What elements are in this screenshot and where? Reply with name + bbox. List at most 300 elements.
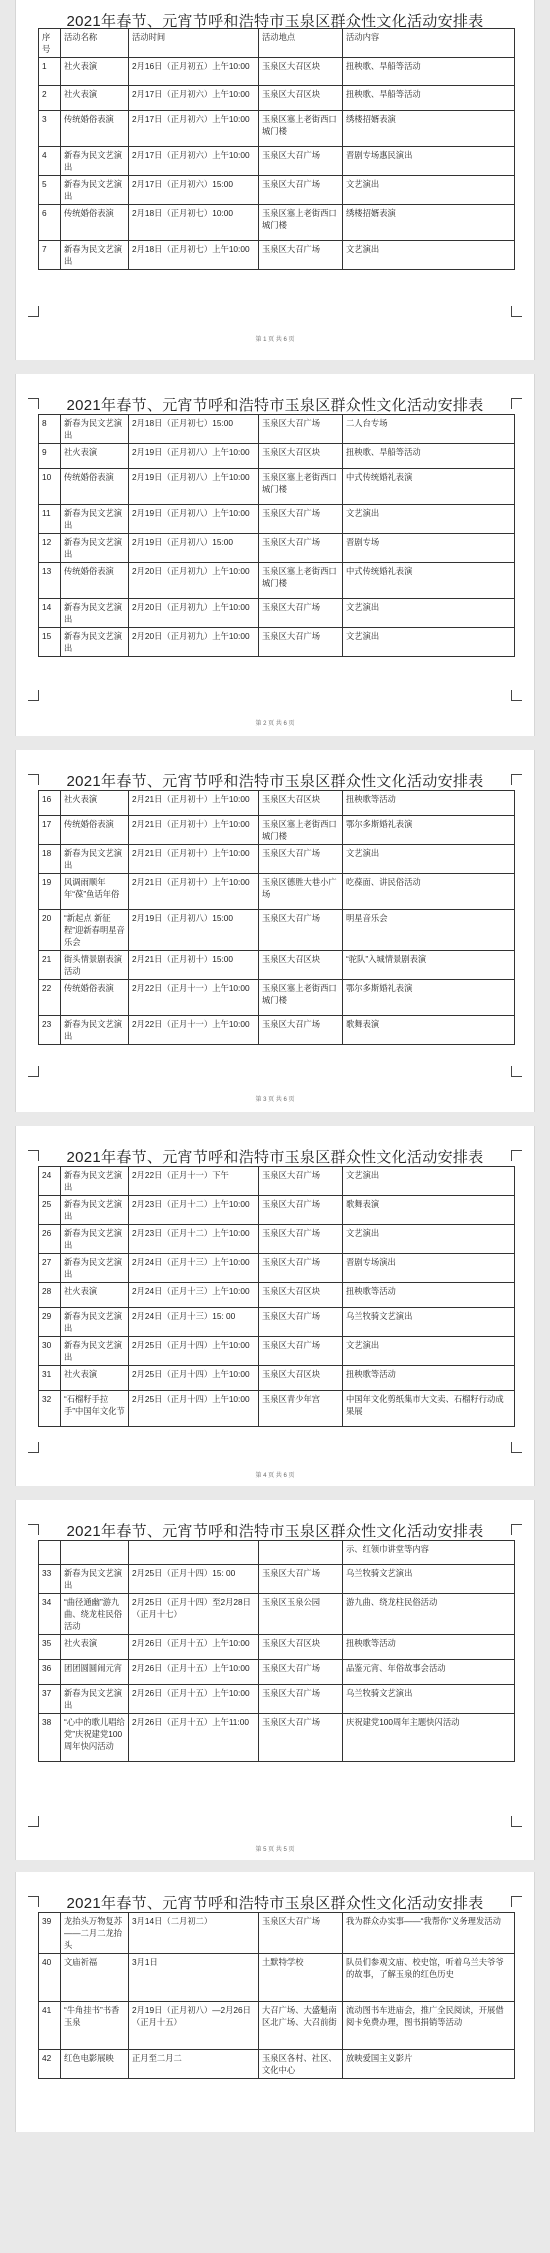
page-number: 第 3 页 共 6 页 [255, 1097, 295, 1103]
table-cell: 玉泉区塞上老街西口城门楼 [259, 980, 343, 1016]
table-cell: “新起点 新征程”迎新春明星音乐会 [61, 910, 129, 951]
table-cell: 中式传统婚礼表演 [343, 469, 515, 505]
table-cell [39, 1541, 61, 1565]
table-row [39, 910, 515, 951]
page-number: 第 4 页 共 6 页 [255, 1473, 295, 1479]
table-cell: 示、红领巾讲堂等内容 [343, 1541, 515, 1565]
table-cell: 6 [39, 205, 61, 241]
table-cell: 玉泉区大召广场 [259, 505, 343, 534]
table-cell: 游九曲、绕龙柱民俗活动 [343, 1594, 515, 1635]
page-corner-mark [511, 774, 522, 785]
table-cell: 新春为民文艺演出 [61, 241, 129, 270]
table-row [39, 58, 515, 86]
table-row [39, 1196, 515, 1225]
table-cell: 玉泉区塞上老街西口城门楼 [259, 563, 343, 599]
page-corner-mark [28, 1442, 39, 1453]
page-corner-mark [28, 1896, 39, 1907]
table-cell: 21 [39, 951, 61, 980]
table-cell: 晋剧专场演出 [343, 1254, 515, 1283]
page-corner-mark [28, 398, 39, 409]
table-cell: 2月18日（正月初七）10:00 [129, 205, 259, 241]
table-cell: 新春为民文艺演出 [61, 628, 129, 657]
table-cell: 二人台专场 [343, 415, 515, 444]
table-row [39, 1714, 515, 1762]
table-cell: 玉泉区大召广场 [259, 845, 343, 874]
table-cell: 乌兰牧骑文艺演出 [343, 1308, 515, 1337]
table-cell: 2月19日（正月初八）上午10:00 [129, 444, 259, 469]
table-cell: 玉泉区大召广场 [259, 1565, 343, 1594]
table-row [39, 791, 515, 816]
table-cell: 新春为民文艺演出 [61, 1254, 129, 1283]
table-cell: 玉泉区大召广场 [259, 415, 343, 444]
table-row [39, 176, 515, 205]
table-cell: 2月26日（正月十五）上午10:00 [129, 1660, 259, 1685]
table-cell: 文艺演出 [343, 176, 515, 205]
table-cell: 扭秧歌等活动 [343, 1283, 515, 1308]
table-cell: 32 [39, 1391, 61, 1427]
table-cell: 10 [39, 469, 61, 505]
page-number: 第 5 页 共 5 页 [255, 1847, 295, 1853]
table-cell: 晋剧专场 [343, 534, 515, 563]
table-cell: 传统婚俗表演 [61, 816, 129, 845]
table-cell: 玉泉区大召广场 [259, 147, 343, 176]
table-row [39, 1254, 515, 1283]
table-cell: 29 [39, 1308, 61, 1337]
table-cell: 玉泉区大召区块 [259, 58, 343, 86]
table-cell: 2月19日（正月初八）—2月26日（正月十五） [129, 2002, 259, 2050]
table-cell: 24 [39, 1167, 61, 1196]
table-cell: 4 [39, 147, 61, 176]
schedule-table [38, 790, 515, 1045]
table-cell: 2月21日（正月初十）15:00 [129, 951, 259, 980]
table-cell: 2月17日（正月初六）15:00 [129, 176, 259, 205]
table-cell: 2月24日（正月十三）上午10:00 [129, 1283, 259, 1308]
table-cell: 2月24日（正月十三）上午10:00 [129, 1254, 259, 1283]
table-cell: 15 [39, 628, 61, 657]
table-cell: 玉泉区大召区块 [259, 791, 343, 816]
table-cell: 25 [39, 1196, 61, 1225]
page-corner-mark [511, 306, 522, 317]
document-page-4 [15, 1126, 535, 1486]
page-title: 2021年春节、元宵节呼和浩特市玉泉区群众性文化活动安排表 [66, 397, 484, 414]
table-cell: 扭秧歌、旱船等活动 [343, 58, 515, 86]
table-cell: 新春为民文艺演出 [61, 1225, 129, 1254]
table-cell: 14 [39, 599, 61, 628]
table-cell: 团团圆圆闹元宵 [61, 1660, 129, 1685]
table-cell: 2月17日（正月初六）上午10:00 [129, 147, 259, 176]
table-cell: 2 [39, 86, 61, 111]
table-cell: 玉泉区大召广场 [259, 176, 343, 205]
table-cell: 玉泉区青少年宫 [259, 1391, 343, 1427]
table-cell: 文艺演出 [343, 599, 515, 628]
table-cell: 2月24日（正月十三）15: 00 [129, 1308, 259, 1337]
table-cell: 新春为民文艺演出 [61, 505, 129, 534]
table-row [39, 415, 515, 444]
table-cell: 2月25日（正月十四）上午10:00 [129, 1366, 259, 1391]
table-row [39, 147, 515, 176]
table-cell: 扭秧歌、旱船等活动 [343, 86, 515, 111]
table-cell: 2月18日（正月初七）15:00 [129, 415, 259, 444]
table-cell: 社火表演 [61, 1283, 129, 1308]
table-cell: 2月17日（正月初六）上午10:00 [129, 111, 259, 147]
table-cell: 9 [39, 444, 61, 469]
column-header: 活动时间 [129, 29, 259, 58]
table-cell: 37 [39, 1685, 61, 1714]
table-cell [129, 1541, 259, 1565]
table-cell: 玉泉区德胜大巷小广场 [259, 874, 343, 910]
table-cell: 23 [39, 1016, 61, 1045]
table-cell: 2月19日（正月初八）15:00 [129, 534, 259, 563]
table-cell: 18 [39, 845, 61, 874]
table-cell: 新春为民文艺演出 [61, 1196, 129, 1225]
table-cell: 玉泉区大召广场 [259, 1685, 343, 1714]
table-cell: 玉泉区大召广场 [259, 628, 343, 657]
table-cell: 2月21日（正月初十）上午10:00 [129, 874, 259, 910]
table-cell: 玉泉区大召广场 [259, 910, 343, 951]
table-cell: 玉泉区大召广场 [259, 1913, 343, 1954]
table-cell: 街头情景剧表演活动 [61, 951, 129, 980]
table-row [39, 599, 515, 628]
table-cell: 中国年文化剪纸集市大文卖、石榴籽行动成果展 [343, 1391, 515, 1427]
page-corner-mark [511, 398, 522, 409]
document-page-2 [15, 374, 535, 736]
table-cell: 队员们参观文庙、校史馆，听着乌兰夫爷爷的故事，了解玉泉的红色历史 [343, 1954, 515, 2002]
table-cell: 文艺演出 [343, 628, 515, 657]
table-cell: 乌兰牧骑文艺演出 [343, 1685, 515, 1714]
table-cell: 20 [39, 910, 61, 951]
table-cell: “曲径通幽”游九曲、绕龙柱民俗活动 [61, 1594, 129, 1635]
schedule-table [38, 1166, 515, 1427]
table-cell: 正月至二月二 [129, 2050, 259, 2079]
table-cell: 新春为民文艺演出 [61, 599, 129, 628]
table-cell: 文庙祈福 [61, 1954, 129, 2002]
table-cell: 文艺演出 [343, 505, 515, 534]
table-cell: 12 [39, 534, 61, 563]
table-cell: 文艺演出 [343, 845, 515, 874]
table-cell: 34 [39, 1594, 61, 1635]
table-cell: 2月21日（正月初十）上午10:00 [129, 791, 259, 816]
table-row [39, 444, 515, 469]
table-row [39, 1565, 515, 1594]
table-row [39, 1337, 515, 1366]
column-header: 活动地点 [259, 29, 343, 58]
table-row-continuation [39, 1541, 515, 1565]
table-cell: “牛角挂书”书香玉泉 [61, 2002, 129, 2050]
table-cell: 品鉴元宵、年俗故事会活动 [343, 1660, 515, 1685]
table-cell: 41 [39, 2002, 61, 2050]
table-row [39, 874, 515, 910]
table-cell: 新春为民文艺演出 [61, 1016, 129, 1045]
table-cell: 玉泉区各村、社区、文化中心 [259, 2050, 343, 2079]
table-cell: 扭秧歌等活动 [343, 1366, 515, 1391]
table-cell: 2月22日（正月十一）上午10:00 [129, 980, 259, 1016]
document-page-1 [15, 0, 535, 360]
table-cell: 2月25日（正月十四）至2月28日（正月十七） [129, 1594, 259, 1635]
table-cell: 新春为民文艺演出 [61, 1565, 129, 1594]
table-cell: 我为群众办实事——“我帮你”义务理发活动 [343, 1913, 515, 1954]
table-cell: 绣楼招婿表演 [343, 111, 515, 147]
table-row [39, 1685, 515, 1714]
table-cell: 社火表演 [61, 1635, 129, 1660]
schedule-table [38, 28, 515, 270]
page-number: 第 2 页 共 6 页 [255, 721, 295, 727]
page-corner-mark [511, 1816, 522, 1827]
table-row [39, 469, 515, 505]
column-header: 序号 [39, 29, 61, 58]
table-cell: 玉泉区玉泉公园 [259, 1594, 343, 1635]
table-cell: 传统婚俗表演 [61, 469, 129, 505]
table-cell: 39 [39, 1913, 61, 1954]
table-cell: 新春为民文艺演出 [61, 1337, 129, 1366]
table-cell: 乌兰牧骑文艺演出 [343, 1565, 515, 1594]
table-cell: 鄂尔多斯婚礼表演 [343, 816, 515, 845]
column-header: 活动内容 [343, 29, 515, 58]
table-cell [61, 1541, 129, 1565]
table-cell: 玉泉区大召区块 [259, 1366, 343, 1391]
table-cell: 鄂尔多斯婚礼表演 [343, 980, 515, 1016]
table-row [39, 951, 515, 980]
page-title: 2021年春节、元宵节呼和浩特市玉泉区群众性文化活动安排表 [66, 1895, 484, 1912]
table-cell: 8 [39, 415, 61, 444]
table-cell: 7 [39, 241, 61, 270]
table-row [39, 1366, 515, 1391]
table-cell: 33 [39, 1565, 61, 1594]
table-cell: 新春为民文艺演出 [61, 176, 129, 205]
table-cell: 玉泉区大召广场 [259, 599, 343, 628]
table-cell: 2月21日（正月初十）上午10:00 [129, 816, 259, 845]
table-cell: 13 [39, 563, 61, 599]
table-cell: 新春为民文艺演出 [61, 415, 129, 444]
table-cell: 吃葆面、讲民俗活动 [343, 874, 515, 910]
table-cell: 土默特学校 [259, 1954, 343, 2002]
table-cell: 玉泉区大召广场 [259, 241, 343, 270]
table-cell: 扭秧歌等活动 [343, 791, 515, 816]
page-corner-mark [28, 1524, 39, 1535]
table-row [39, 845, 515, 874]
table-cell: 社火表演 [61, 791, 129, 816]
table-cell: 42 [39, 2050, 61, 2079]
table-cell: 2月22日（正月十一）上午10:00 [129, 1016, 259, 1045]
page-title: 2021年春节、元宵节呼和浩特市玉泉区群众性文化活动安排表 [66, 13, 484, 30]
table-cell: 新春为民文艺演出 [61, 1167, 129, 1196]
table-cell: 2月23日（正月十二）上午10:00 [129, 1225, 259, 1254]
table-cell: 庆祝建党100周年主题快闪活动 [343, 1714, 515, 1762]
page-corner-mark [511, 1896, 522, 1907]
page-title: 2021年春节、元宵节呼和浩特市玉泉区群众性文化活动安排表 [66, 773, 484, 790]
table-cell: 2月23日（正月十二）上午10:00 [129, 1196, 259, 1225]
page-corner-mark [511, 1524, 522, 1535]
page-corner-mark [511, 1150, 522, 1161]
table-cell: 2月19日（正月初八）上午10:00 [129, 505, 259, 534]
table-cell: 玉泉区大召广场 [259, 1225, 343, 1254]
page-title: 2021年春节、元宵节呼和浩特市玉泉区群众性文化活动安排表 [66, 1523, 484, 1540]
table-row [39, 505, 515, 534]
table-row [39, 1283, 515, 1308]
table-cell: 玉泉区大召广场 [259, 1714, 343, 1762]
column-header: 活动名称 [61, 29, 129, 58]
table-cell: 玉泉区大召广场 [259, 1337, 343, 1366]
table-cell: 晋剧专场惠民演出 [343, 147, 515, 176]
table-cell: 16 [39, 791, 61, 816]
table-row [39, 1167, 515, 1196]
schedule-table [38, 1912, 515, 2079]
table-cell: “驼队”入城情景剧表演 [343, 951, 515, 980]
table-cell: 35 [39, 1635, 61, 1660]
table-cell: 36 [39, 1660, 61, 1685]
table-cell: 17 [39, 816, 61, 845]
table-cell: 传统婚俗表演 [61, 111, 129, 147]
table-cell: 绣楼招婿表演 [343, 205, 515, 241]
table-cell: 26 [39, 1225, 61, 1254]
table-cell: 文艺演出 [343, 1225, 515, 1254]
table-cell: 11 [39, 505, 61, 534]
table-cell: 1 [39, 58, 61, 86]
table-cell: 2月16日（正月初五）上午10:00 [129, 58, 259, 86]
table-cell: 玉泉区塞上老街西口城门楼 [259, 111, 343, 147]
table-cell: 大召广场、大盛魁南区北广场、大召前街 [259, 2002, 343, 2050]
table-cell: 40 [39, 1954, 61, 2002]
page-corner-mark [28, 774, 39, 785]
table-row [39, 205, 515, 241]
page-corner-mark [28, 1066, 39, 1077]
page-corner-mark [28, 306, 39, 317]
table-cell: 传统婚俗表演 [61, 980, 129, 1016]
page-corner-mark [28, 1150, 39, 1161]
table-row [39, 1391, 515, 1427]
table-cell: 玉泉区大召广场 [259, 534, 343, 563]
table-cell: “石榴籽手拉手”中国年文化节 [61, 1391, 129, 1427]
table-cell: 玉泉区大召区块 [259, 1635, 343, 1660]
table-cell: 社火表演 [61, 86, 129, 111]
table-cell: 玉泉区大召广场 [259, 1016, 343, 1045]
table-cell: 2月26日（正月十五）上午10:00 [129, 1685, 259, 1714]
table-cell: 2月17日（正月初六）上午10:00 [129, 86, 259, 111]
table-cell: 传统婚俗表演 [61, 205, 129, 241]
table-cell [259, 1541, 343, 1565]
table-cell: 玉泉区大召区块 [259, 86, 343, 111]
table-cell: 2月20日（正月初九）上午10:00 [129, 628, 259, 657]
table-cell: 新春为民文艺演出 [61, 1308, 129, 1337]
table-cell: 2月26日（正月十五）上午11:00 [129, 1714, 259, 1762]
table-cell: 2月21日（正月初十）上午10:00 [129, 845, 259, 874]
table-cell: 2月20日（正月初九）上午10:00 [129, 599, 259, 628]
table-cell: 30 [39, 1337, 61, 1366]
table-cell: 2月22日（正月十一）下午 [129, 1167, 259, 1196]
table-cell: 玉泉区大召广场 [259, 1660, 343, 1685]
table-cell: 2月25日（正月十四）上午10:00 [129, 1337, 259, 1366]
table-row [39, 1635, 515, 1660]
table-cell: 文艺演出 [343, 241, 515, 270]
table-cell: 新春为民文艺演出 [61, 147, 129, 176]
table-cell: 38 [39, 1714, 61, 1762]
table-cell: 玉泉区塞上老街西口城门楼 [259, 816, 343, 845]
table-cell: 玉泉区大召区块 [259, 951, 343, 980]
table-cell: 新春为民文艺演出 [61, 1685, 129, 1714]
page-corner-mark [28, 690, 39, 701]
table-cell: 玉泉区大召广场 [259, 1167, 343, 1196]
table-row [39, 980, 515, 1016]
table-row [39, 111, 515, 147]
table-cell: 2月18日（正月初七）上午10:00 [129, 241, 259, 270]
table-cell: 文艺演出 [343, 1167, 515, 1196]
table-cell: 社火表演 [61, 58, 129, 86]
table-row [39, 1308, 515, 1337]
table-cell: 3 [39, 111, 61, 147]
table-cell: 新春为民文艺演出 [61, 845, 129, 874]
page-corner-mark [511, 1066, 522, 1077]
table-cell: 19 [39, 874, 61, 910]
table-cell: 3月1日 [129, 1954, 259, 2002]
document-page-3 [15, 750, 535, 1112]
table-cell: 玉泉区大召区块 [259, 444, 343, 469]
table-row [39, 2050, 515, 2079]
table-row [39, 241, 515, 270]
table-row [39, 1954, 515, 2002]
page-corner-mark [511, 690, 522, 701]
page-corner-mark [511, 1442, 522, 1453]
table-row [39, 2002, 515, 2050]
table-cell: 社火表演 [61, 444, 129, 469]
table-row [39, 1225, 515, 1254]
table-cell: 扭秧歌等活动 [343, 1635, 515, 1660]
table-row [39, 816, 515, 845]
document-page-6 [15, 1872, 535, 2132]
table-cell: 文艺演出 [343, 1337, 515, 1366]
table-cell: 28 [39, 1283, 61, 1308]
table-cell: 2月25日（正月十四）上午10:00 [129, 1391, 259, 1427]
table-row [39, 1016, 515, 1045]
table-row [39, 628, 515, 657]
table-cell: 龙抬头万物复苏——二月二龙抬头 [61, 1913, 129, 1954]
table-cell: 社火表演 [61, 1366, 129, 1391]
table-row [39, 563, 515, 599]
table-cell: 玉泉区塞上老街西口城门楼 [259, 469, 343, 505]
table-cell: 玉泉区大召广场 [259, 1254, 343, 1283]
table-cell: 2月19日（正月初八）上午10:00 [129, 469, 259, 505]
table-cell: 放映爱国主义影片 [343, 2050, 515, 2079]
table-cell: 3月14日（二月初二） [129, 1913, 259, 1954]
table-cell: 2月19日（正月初八）15:00 [129, 910, 259, 951]
table-cell: 中式传统婚礼表演 [343, 563, 515, 599]
table-cell: 流动图书车进庙会，推广全民阅读，开展借阅卡免费办理，图书捐销等活动 [343, 2002, 515, 2050]
table-cell: 2月20日（正月初九）上午10:00 [129, 563, 259, 599]
schedule-table [38, 414, 515, 657]
table-cell: 5 [39, 176, 61, 205]
table-cell: 新春为民文艺演出 [61, 534, 129, 563]
table-cell: 玉泉区大召广场 [259, 1308, 343, 1337]
page-number: 第 1 页 共 6 页 [255, 337, 295, 343]
table-cell: 27 [39, 1254, 61, 1283]
document-page-5 [15, 1500, 535, 1860]
table-row [39, 86, 515, 111]
table-cell: 风调雨顺年年“葆”鱼话年俗 [61, 874, 129, 910]
table-header-row [39, 29, 515, 58]
table-row [39, 1913, 515, 1954]
table-cell: 传统婚俗表演 [61, 563, 129, 599]
table-cell: 玉泉区大召广场 [259, 1196, 343, 1225]
table-cell: 31 [39, 1366, 61, 1391]
table-cell: 歌舞表演 [343, 1016, 515, 1045]
table-cell: 红色电影展映 [61, 2050, 129, 2079]
table-cell: 2月26日（正月十五）上午10:00 [129, 1635, 259, 1660]
table-cell: 歌舞表演 [343, 1196, 515, 1225]
table-row [39, 1594, 515, 1635]
schedule-table [38, 1540, 515, 1762]
table-row [39, 534, 515, 563]
table-cell: 明星音乐会 [343, 910, 515, 951]
table-row [39, 1660, 515, 1685]
table-cell: 玉泉区塞上老街西口城门楼 [259, 205, 343, 241]
